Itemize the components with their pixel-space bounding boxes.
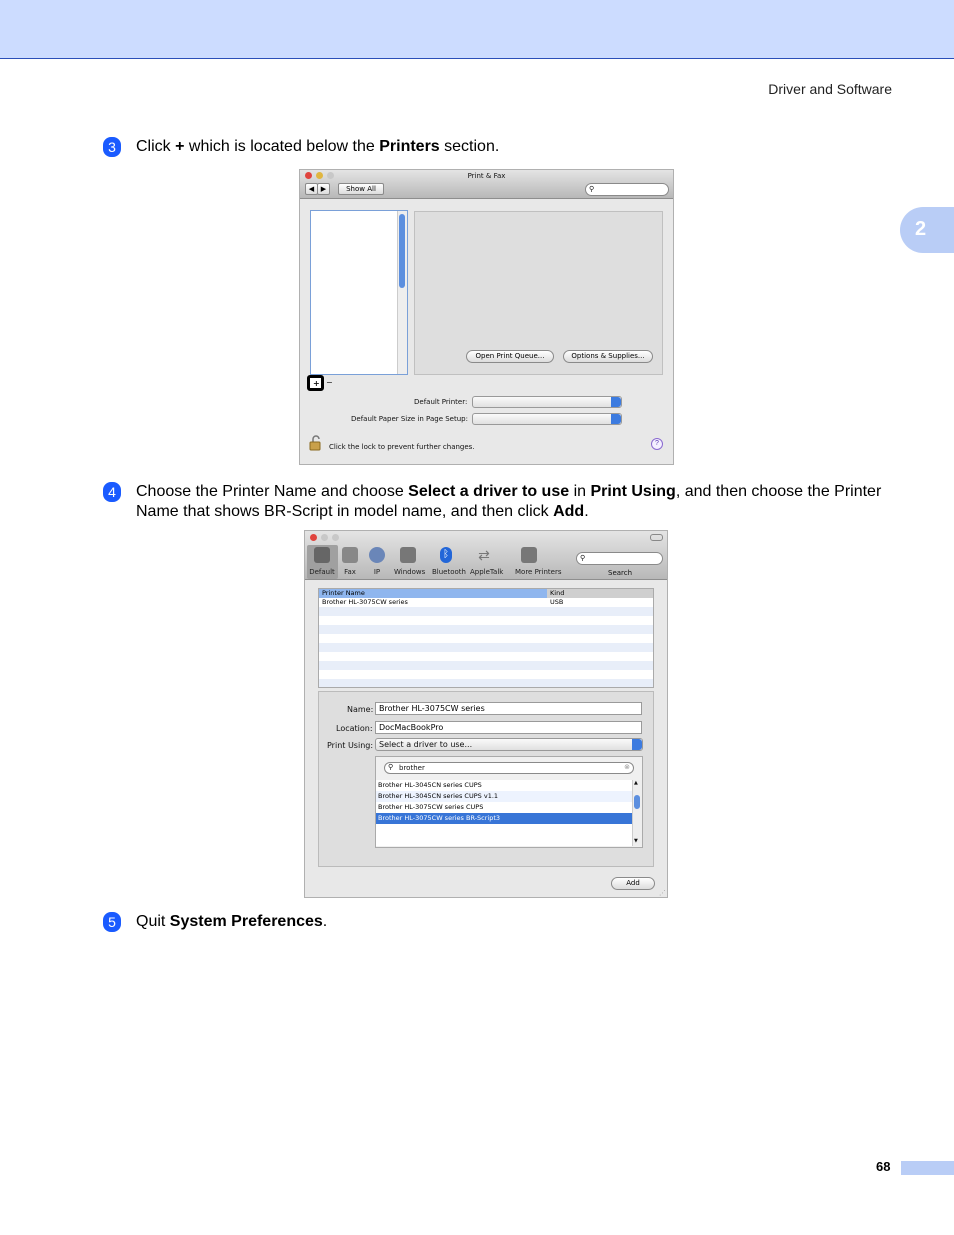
step-text-bold: Print Using xyxy=(590,483,676,500)
appletalk-arrows-icon: ⇄ xyxy=(478,547,490,563)
popup-arrows-icon xyxy=(611,397,621,407)
step-text-run: , and then choose the Printer Name that shows BR-Script in model name, and then click xyxy=(136,483,882,520)
print-fax-window xyxy=(299,169,674,465)
toolbar-default[interactable] xyxy=(308,533,336,576)
default-printer-label: Default Printer: xyxy=(414,398,468,406)
chapter-number: 2 xyxy=(915,218,927,240)
table-row-empty xyxy=(319,607,653,616)
table-row-empty xyxy=(319,679,653,688)
toolbar-toggle-button[interactable] xyxy=(650,534,663,541)
toolbar-label: IP xyxy=(373,568,381,576)
globe-icon xyxy=(369,547,385,563)
window-titlebar xyxy=(300,170,673,199)
toolbar-windows[interactable] xyxy=(394,533,426,576)
printer-icon xyxy=(314,547,330,563)
step-text-bold: Select a driver to use xyxy=(408,483,570,500)
step-number: 4 xyxy=(103,482,121,502)
printer-kind-cell: USB xyxy=(550,598,564,606)
step-text xyxy=(136,137,896,157)
step-text-run: which is located below the xyxy=(184,138,380,155)
step-number: 3 xyxy=(103,137,121,157)
section-title: Driver and Software xyxy=(768,81,892,97)
table-row[interactable] xyxy=(319,598,653,607)
location-label: Location: xyxy=(336,724,373,733)
paper-size-popup[interactable] xyxy=(472,413,622,425)
table-row-empty xyxy=(319,643,653,652)
printer-name-cell: Brother HL-3075CW series xyxy=(322,598,408,606)
toolbar-label: More Printers xyxy=(515,568,562,576)
step-text-run: section. xyxy=(439,138,500,155)
toolbar-more-printers[interactable] xyxy=(515,533,562,576)
column-header-name[interactable]: Printer Name xyxy=(319,589,547,598)
location-input[interactable]: DocMacBookPro xyxy=(375,721,642,734)
clear-search-icon[interactable]: ⊗ xyxy=(624,763,630,771)
scroll-down-icon[interactable]: ▼ xyxy=(634,838,638,844)
show-all-button[interactable]: Show All xyxy=(338,183,384,195)
lock-text: Click the lock to prevent further changes. xyxy=(329,443,475,451)
toolbar-label: Fax xyxy=(344,568,356,576)
default-printer-popup[interactable] xyxy=(472,396,622,408)
search-field[interactable] xyxy=(585,183,669,196)
popup-arrows-icon xyxy=(611,414,621,424)
driver-search-text: brother xyxy=(399,764,425,772)
driver-list xyxy=(376,780,632,846)
name-label: Name: xyxy=(347,705,374,714)
step-text-bold: + xyxy=(175,138,185,155)
toolbar-ip[interactable] xyxy=(363,533,391,576)
back-button[interactable]: ◀ xyxy=(305,183,318,195)
lock-icon[interactable] xyxy=(309,435,323,451)
driver-search-field[interactable] xyxy=(384,762,634,774)
window-title: Print & Fax xyxy=(467,172,506,180)
step-text-run: . xyxy=(584,503,589,520)
search-icon: ⚲ xyxy=(580,554,586,562)
table-row-empty xyxy=(319,625,653,634)
driver-list-scrollbar[interactable] xyxy=(632,780,642,846)
windows-printer-icon xyxy=(400,547,416,563)
driver-list-item[interactable]: Brother HL-3045CN series CUPS v1.1 xyxy=(376,791,632,802)
step-text-run: in xyxy=(569,483,591,500)
search-icon: ⚲ xyxy=(589,185,595,193)
add-printer-highlight xyxy=(307,375,324,391)
remove-printer-button[interactable]: − xyxy=(326,378,333,387)
print-using-value: Select a driver to use... xyxy=(379,740,473,749)
resize-grip-icon[interactable]: ⋰ xyxy=(659,889,666,897)
step-text-run: Choose the Printer Name and choose xyxy=(136,483,409,500)
toolbar-label: Default xyxy=(309,568,335,576)
step-text-run: . xyxy=(322,913,328,930)
name-input[interactable]: Brother HL-3075CW series xyxy=(375,702,642,715)
popup-arrows-icon xyxy=(632,739,642,750)
add-printer-button[interactable]: + xyxy=(313,379,320,388)
chapter-tab xyxy=(900,207,954,253)
driver-chooser xyxy=(375,756,643,848)
step-text xyxy=(136,912,896,932)
table-row-empty xyxy=(319,661,653,670)
options-supplies-button[interactable]: Options & Supplies... xyxy=(563,350,653,363)
step-text xyxy=(136,482,896,522)
paper-size-label: Default Paper Size in Page Setup: xyxy=(351,415,468,423)
printer-icon xyxy=(521,547,537,563)
driver-list-item[interactable]: Brother HL-3075CW series CUPS xyxy=(378,803,484,811)
page-number: 68 xyxy=(876,1159,891,1174)
scroll-thumb[interactable] xyxy=(634,795,640,809)
step-text-run: Click xyxy=(136,138,176,155)
window-toolbar xyxy=(305,531,667,580)
bluetooth-icon: ᛒ xyxy=(440,547,452,563)
print-using-label: Print Using: xyxy=(327,741,374,750)
step-number: 5 xyxy=(103,912,121,932)
printer-list[interactable] xyxy=(310,210,408,375)
table-header xyxy=(319,589,653,598)
scroll-thumb[interactable] xyxy=(399,214,405,288)
printer-settings-panel xyxy=(318,691,654,867)
printer-list-scrollbar[interactable] xyxy=(397,211,407,374)
printer-detail-pane xyxy=(414,211,663,375)
fax-icon xyxy=(342,547,358,563)
toolbar-bluetooth[interactable] xyxy=(432,533,466,576)
print-using-popup[interactable] xyxy=(375,738,643,751)
printer-table xyxy=(318,588,654,688)
forward-button[interactable]: ▶ xyxy=(317,183,330,195)
toolbar-label: Windows xyxy=(394,568,426,576)
step-text-bold: System Preferences xyxy=(169,913,323,930)
open-print-queue-button[interactable]: Open Print Queue... xyxy=(466,350,554,363)
step-text-bold: Add xyxy=(553,503,585,520)
page-header-band xyxy=(0,0,954,59)
toolbar-label: AppleTalk xyxy=(470,568,504,576)
add-printer-window xyxy=(304,530,668,898)
help-button[interactable]: ? xyxy=(651,438,663,450)
search-icon: ⚲ xyxy=(388,763,394,771)
toolbar-fax[interactable] xyxy=(336,533,364,576)
page-number-bar xyxy=(901,1161,954,1175)
toolbar-appletalk[interactable] xyxy=(470,533,504,576)
step-text-bold: Printers xyxy=(379,138,440,155)
column-header-kind[interactable]: Kind xyxy=(550,589,565,597)
toolbar-label: Bluetooth xyxy=(432,568,466,576)
search-field[interactable] xyxy=(576,552,663,565)
add-button[interactable]: Add xyxy=(611,877,655,890)
driver-list-item[interactable]: Brother HL-3075CW series BR-Script3 xyxy=(376,813,632,824)
search-label: Search xyxy=(608,569,633,577)
scroll-up-icon[interactable]: ▲ xyxy=(634,780,638,786)
driver-list-item[interactable]: Brother HL-3045CN series CUPS xyxy=(378,781,482,789)
step-text-run: Quit xyxy=(136,913,170,930)
